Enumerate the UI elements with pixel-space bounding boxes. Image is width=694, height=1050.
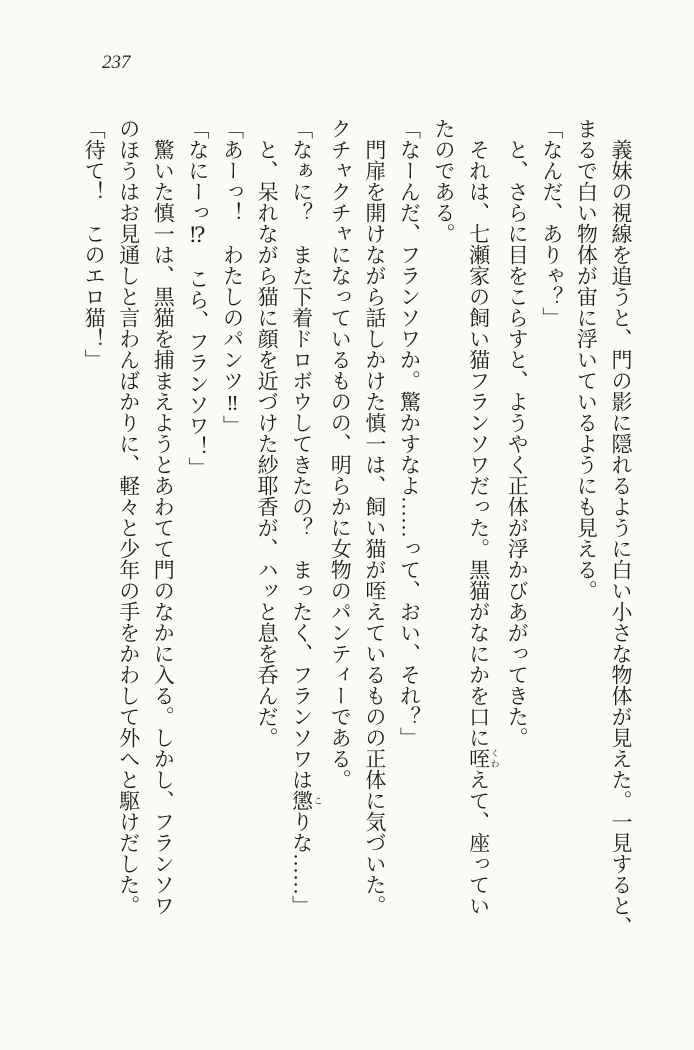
- text-line: と、さらに目をこらすと、ようやく正体が浮かびあがってきた。: [505, 139, 530, 748]
- text-line: と、呆れながら猫に顔を近づけた紗耶香が、ハッと息を呑んだ。: [255, 139, 280, 748]
- furigana-ruby: 咥 くわ: [466, 748, 500, 769]
- text-line: 「なぁに？ また下着ドロボウしてきたの？ まったく、フランソワは懲 こりな……」: [289, 118, 323, 916]
- text-line: 「待て！ このエロ猫！」: [82, 118, 107, 370]
- text-line: 「なーんだ、フランソワか。驚かすなよ……って、おい、それ？」: [397, 118, 422, 748]
- text-line: 驚いた慎一は、黒猫を捕まえようとあわてて門のなかに入る。しかし、フランソワ: [151, 139, 176, 916]
- text-line: 「なにーっ⁉ こら、フランソワ！」: [185, 118, 210, 478]
- text-line: のほうはお見通しと言わんばかりに、軽々と少年の手をかわして外へと駆けだした。: [116, 118, 141, 916]
- text-line: 「あーっ！ わたしのパンツ‼」: [220, 118, 245, 436]
- text-line: まるで白い物体が宙に浮いているようにも見える。: [574, 118, 599, 601]
- text-line: 門扉を開けながら話しかけた慎一は、飼い猫が咥えているものの正体に気づいた。: [362, 139, 387, 916]
- text-line: クチャクチャになっているものの、明らかに女物のパンティーである。: [328, 118, 353, 790]
- text-body: [84, 118, 638, 970]
- text-line: たのである。: [432, 118, 457, 244]
- text-line: 「なんだ、ありゃ？」: [539, 118, 564, 328]
- furigana-ruby: 懲 こ: [289, 790, 323, 811]
- text-line: 義妹の視線を追うと、門の影に隠れるように白い小さな物体が見えた。一見すると、: [609, 139, 633, 937]
- page-number: 237: [102, 52, 131, 73]
- text-line: それは、七瀬家の飼い猫フランソワだった。黒猫がなにかを口に咥 くわえて、座ってい: [466, 139, 500, 916]
